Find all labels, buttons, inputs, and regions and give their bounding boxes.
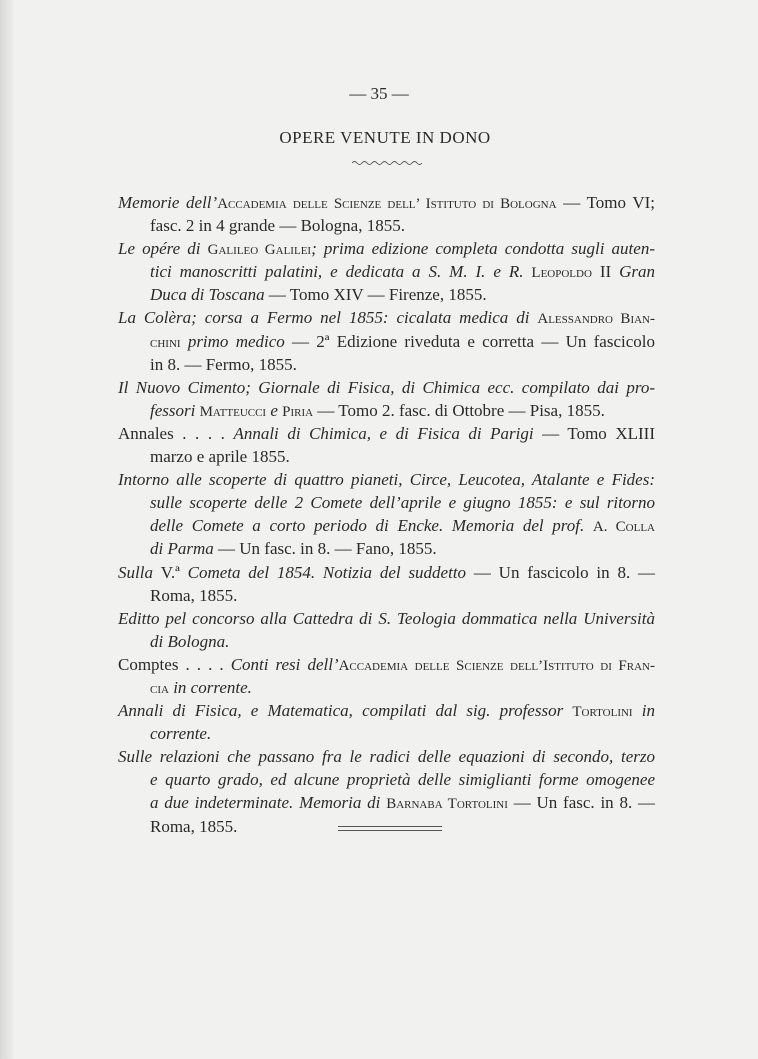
- text-segment: Memorie dell’: [118, 193, 218, 212]
- text-segment: Accademia delle Scienze dell’Istituto di Fran-: [338, 657, 655, 674]
- text-segment: fessori: [150, 400, 200, 420]
- entry-line: [118, 330, 655, 353]
- text-segment: — Tomo XIV — Firenze, 1855.: [264, 285, 487, 305]
- entry-line: [118, 283, 655, 306]
- bibliography-entry: [118, 376, 655, 422]
- entry-line: [118, 768, 655, 791]
- bibliography-entry: [118, 468, 655, 560]
- text-segment: delle Comete a corto periodo di Encke. Memoria del prof.: [150, 516, 593, 536]
- end-rule: [338, 830, 442, 831]
- text-segment: ; prima edizione completa condotta sugli auten-: [311, 239, 655, 259]
- text-segment: chini: [150, 334, 181, 351]
- entry-line: [118, 491, 655, 514]
- text-segment: e: [266, 400, 283, 420]
- text-segment: sulle scoperte delle 2 Comete dell’aprile e giugno 1855: e sul ritorno: [150, 493, 655, 513]
- text-segment: Roma, 1855.: [150, 816, 238, 836]
- bibliography-entry: [118, 237, 655, 306]
- bibliography-entry: [118, 699, 655, 745]
- text-segment: — Un fascicolo in 8. —: [466, 562, 656, 582]
- entry-line: [118, 607, 655, 630]
- bibliography-entry: [118, 191, 655, 237]
- text-segment: cia: [150, 680, 169, 697]
- entry-line: [118, 676, 655, 699]
- bibliography-entry: [118, 653, 655, 699]
- entry-line: [118, 445, 655, 468]
- bibliography-entry: [118, 561, 655, 607]
- ornament-wave: [352, 160, 422, 166]
- text-segment: marzo e aprile 1855.: [150, 447, 290, 467]
- page-edge: [0, 0, 14, 1059]
- text-segment: Sulle relazioni che passano fra le radici delle equazioni di secondo, terzo: [118, 747, 655, 767]
- text-segment: di Bologna.: [150, 631, 230, 651]
- text-segment: e quarto grado, ed alcune proprietà delle simiglianti forme omogenee: [150, 770, 655, 790]
- entries-list: [118, 191, 655, 838]
- text-segment: Cometa del 1854. Notizia del suddetto: [187, 562, 467, 582]
- text-segment: Tortolini: [572, 704, 633, 721]
- text-segment: Comptes . . . .: [118, 654, 231, 674]
- entry-line: [118, 584, 655, 607]
- text-segment: primo medico: [180, 331, 285, 351]
- text-segment: di Parma: [150, 539, 214, 559]
- text-segment: — Un fasc. in 8. — Fano, 1855.: [213, 539, 437, 559]
- text-segment: Annali di Fisica, e Matematica, compilati dal sig. professor: [118, 701, 573, 721]
- text-segment: corrente.: [150, 724, 212, 744]
- text-segment: Roma, 1855.: [150, 585, 238, 605]
- text-segment: in 8. — Fermo, 1855.: [150, 354, 297, 374]
- text-segment: in corrente.: [168, 677, 252, 697]
- text-segment: — Tomo VI;: [556, 193, 656, 212]
- entry-line: [118, 468, 655, 491]
- entry-line: [118, 237, 655, 260]
- text-segment: Intorno alle scoperte di quattro pianeti, Circe, Leucotea, Atalante e Fides:: [118, 470, 655, 490]
- entry-line: [118, 699, 655, 722]
- entry-line: [118, 214, 655, 237]
- text-segment: — Un fasc. in 8. —: [507, 793, 656, 813]
- text-segment: Sulla: [118, 562, 161, 582]
- entry-line: [118, 561, 655, 584]
- section-title: OPERE VENUTE IN DONO: [279, 128, 491, 147]
- entry-line: [118, 260, 655, 283]
- text-segment: Accademia delle Scienze dell’ Istituto di Bologna: [217, 196, 557, 212]
- entry-line: [118, 653, 655, 676]
- text-segment: Le opére di: [118, 239, 208, 259]
- bibliography-entry: [118, 745, 655, 837]
- text-segment: Conti resi dell’: [230, 654, 339, 674]
- text-segment: Alessandro Bian-: [537, 311, 655, 328]
- page-number: — 35 —: [349, 84, 409, 103]
- text-segment: II: [591, 262, 620, 282]
- text-segment: Annales . . . .: [118, 423, 234, 443]
- bibliography-entry: [118, 422, 655, 468]
- text-segment: — Tomo 2. fasc. di Ottobre — Pisa, 1855.: [313, 400, 605, 420]
- bibliography-entry: [118, 306, 655, 375]
- entry-line: [118, 191, 655, 214]
- text-segment: Piria: [282, 403, 314, 420]
- text-segment: Annali di Chimica, e di Fisica di Parigi: [233, 423, 534, 443]
- text-segment: in: [632, 701, 655, 721]
- bibliography-entry: [118, 607, 655, 653]
- text-segment: Il Nuovo Cimento; Giornale di Fisica, di Chimica ecc. compilato dai pro-: [118, 377, 655, 397]
- text-segment: a due indeterminate. Memoria di: [150, 793, 387, 813]
- entry-line: [118, 422, 655, 445]
- text-segment: Galileo Galilei: [207, 242, 312, 259]
- entry-line: [118, 306, 655, 329]
- entry-line: [118, 376, 655, 399]
- entry-line: [118, 537, 655, 560]
- text-segment: fasc. 2 in 4 grande — Bologna, 1855.: [150, 216, 405, 236]
- text-segment: La Colèra; corsa a Fermo nel 1855: cicalata medica di: [118, 308, 538, 328]
- text-segment: Editto pel concorso alla Cattedra di S. Teologia dommatica nella Università: [118, 608, 655, 628]
- entry-line: [118, 630, 655, 653]
- text-segment: Leopoldo: [531, 265, 592, 282]
- entry-line: [118, 745, 655, 768]
- entry-line: [118, 722, 655, 745]
- text-segment: — 2ª Edizione riveduta e corretta — Un fascicolo: [284, 331, 655, 351]
- entry-line: [118, 791, 655, 814]
- text-segment: A. Colla: [592, 519, 655, 536]
- entry-line: [118, 399, 655, 422]
- text-segment: — Tomo XLIII: [533, 423, 655, 443]
- text-segment: Barnaba Tortolini: [386, 796, 508, 813]
- text-segment: Duca di Toscana: [150, 285, 265, 305]
- text-segment: tici manoscritti palatini, e dedicata a S. M. I. e R.: [150, 262, 532, 282]
- text-segment: V.ª: [160, 562, 188, 582]
- entry-line: [118, 353, 655, 376]
- end-rule: [338, 826, 442, 827]
- text-segment: Gran: [619, 262, 656, 282]
- text-segment: Matteucci: [199, 403, 267, 420]
- entry-line: [118, 514, 655, 537]
